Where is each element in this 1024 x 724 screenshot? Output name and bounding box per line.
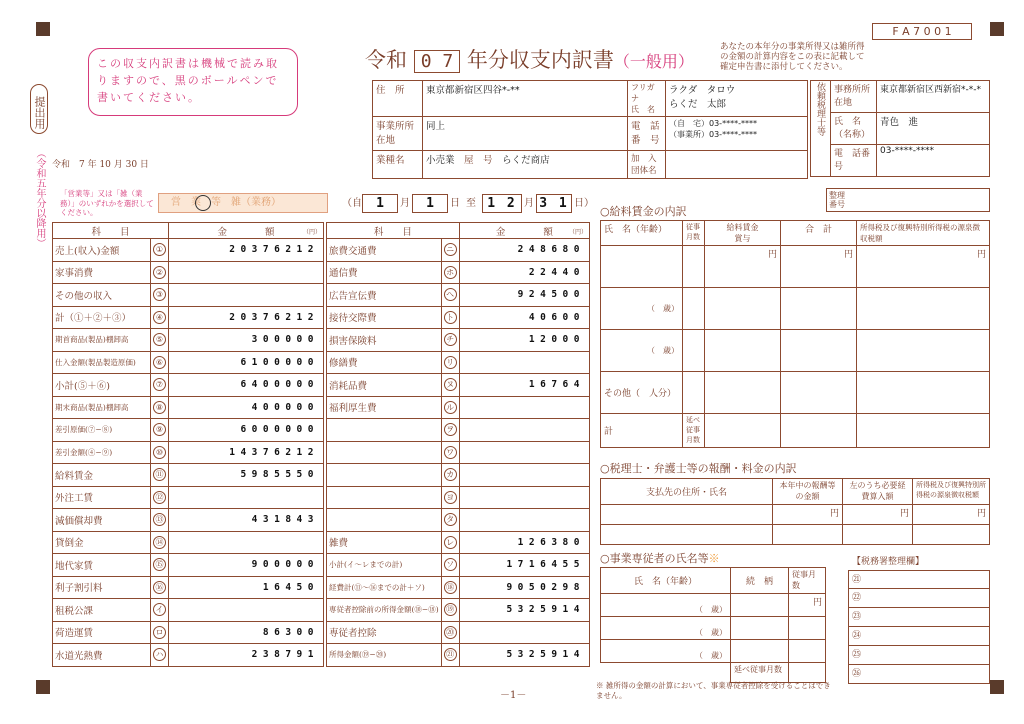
row-label: 期末商品(製品)棚卸高: [53, 396, 151, 419]
corner-mark: [990, 22, 1004, 36]
row-number: ⑤: [153, 333, 166, 346]
amount-field[interactable]: 238791: [169, 644, 324, 667]
zeimusho-grid: [848, 570, 990, 684]
business-type-select[interactable]: 営 業 等 雑（業務）: [158, 193, 328, 213]
table-row: [53, 509, 324, 532]
row-label: 小計(イ〜レまでの計): [327, 554, 442, 577]
amount-field[interactable]: [459, 396, 589, 419]
row-label: 水道光熱費: [53, 644, 151, 667]
senju-note: ※ 雑所得の金額の計算において、事業専従者控除を受けることはできません。: [596, 681, 831, 700]
row-number: ⑯: [153, 581, 166, 594]
row-number: ホ: [444, 266, 457, 279]
row-label: 荷造運賃: [53, 621, 151, 644]
amount-field[interactable]: 126380: [459, 531, 589, 554]
row-label: 利子割引料: [53, 576, 151, 599]
amount-field[interactable]: 900000: [169, 554, 324, 577]
table-row: [327, 464, 590, 487]
row-label: 地代家賃: [53, 554, 151, 577]
table-row: [53, 374, 324, 397]
table-row: [53, 261, 324, 284]
amount-field[interactable]: [459, 509, 589, 532]
row-label: 経費計(⑪〜⑯までの計＋ソ): [327, 576, 442, 599]
row-number: ①: [153, 243, 166, 256]
amount-field[interactable]: 431843: [169, 509, 324, 532]
income-expense-table-mid: 科 目 金 額 （円） 旅費交通費 ニ 248680 通信費 ホ 22440 広告宣伝費 ヘ 924500 接待交際費 ト 40600 損害保険料 チ 12000 修繕費 リ 消耗品費 ヌ 16764 福利厚生費 ル ヲ ワ カ ヨ タ 雑費 レ 126380 小計(イ〜レまでの計) ソ 1716455 経費計(⑪〜⑯までの計＋ソ) ⑱ 9050298 専従者控除前の所得金額(⑩−⑱) ⑲ 5325914 専従者控除 ⑳ 所得金額(⑲−⑳) ㉑ 5325914: [326, 222, 590, 667]
row-number: ヲ: [444, 423, 457, 436]
row-number: カ: [444, 468, 457, 481]
table-row: [53, 441, 324, 464]
senju-title: ○事業専従者の氏名等※: [600, 552, 720, 565]
row-label: 消耗品費: [327, 374, 442, 397]
row-label: 給料賃金: [53, 464, 151, 487]
row-number: イ: [153, 603, 166, 616]
table-row: [327, 419, 590, 442]
row-number: ハ: [153, 648, 166, 661]
row-label: その他の収入: [53, 284, 151, 307]
table-row: [327, 374, 590, 397]
row-label: 期首商品(製品)棚卸高: [53, 329, 151, 352]
row-label: 接待交際費: [327, 306, 442, 329]
table-row: [53, 621, 324, 644]
period: （自: [342, 198, 362, 209]
table-row: [327, 396, 590, 419]
attach-note: あなたの本年分の事業所得又は雑所得の金額の計算内容をこの表に記載して確定申告書に添付してください。: [720, 42, 865, 72]
pen-notice: この収支内訳書は機械で読み取りますので、黒のボールペンで書いてください。: [88, 48, 298, 116]
row-number: ⑧: [153, 401, 166, 414]
row-label: 通信費: [327, 261, 442, 284]
row-label: 家事消費: [53, 261, 151, 284]
row-label: [327, 486, 442, 509]
amount-field[interactable]: 6400000: [169, 374, 324, 397]
zeimusho-row: ㉑: [848, 570, 990, 589]
table-row: [327, 531, 590, 554]
houshu-title: ○税理士・弁護士等の報酬・料金の内訳: [600, 462, 797, 475]
amount-field[interactable]: [169, 531, 324, 554]
table-row: [327, 261, 590, 284]
row-label: 小計(⑤＋⑥): [53, 374, 151, 397]
table-row: [327, 644, 590, 667]
office-value[interactable]: 同上: [423, 117, 628, 151]
row-label: [327, 464, 442, 487]
row-number: ヘ: [444, 288, 457, 301]
table-row: [327, 621, 590, 644]
amount-field[interactable]: 16450: [169, 576, 324, 599]
corner-mark: [36, 22, 50, 36]
table-row: [53, 419, 324, 442]
row-number: ヨ: [444, 491, 457, 504]
amount-field[interactable]: [169, 599, 324, 622]
amount-field[interactable]: 924500: [459, 284, 589, 307]
row-number: ロ: [153, 626, 166, 639]
row-label: 広告宣伝費: [327, 284, 442, 307]
amount-field[interactable]: 5325914: [459, 644, 589, 667]
zeimusho-row: ㉓: [848, 608, 990, 627]
row-number: ソ: [444, 558, 457, 571]
row-number: ヌ: [444, 378, 457, 391]
row-number: ⑳: [444, 626, 457, 639]
kyuyo-title: ○給料賃金の内訳: [600, 205, 687, 218]
to-day[interactable]: 3 1: [536, 194, 572, 213]
row-label: [327, 441, 442, 464]
select-note: 「営業等」又は「雑（業務）」のいずれかを選択してください。: [60, 189, 154, 217]
table-row: [53, 576, 324, 599]
amount-field[interactable]: 5325914: [459, 599, 589, 622]
amount-field[interactable]: 86300: [169, 621, 324, 644]
table-row: [327, 239, 590, 262]
row-number: リ: [444, 356, 457, 369]
row-number: ⑮: [153, 558, 166, 571]
amount-field[interactable]: [459, 441, 589, 464]
row-number: ⑪: [153, 468, 166, 481]
row-label: 差引原価(⑦−⑧): [53, 419, 151, 442]
amount-field[interactable]: 248680: [459, 239, 589, 262]
row-number: ⑬: [153, 513, 166, 526]
amount-field[interactable]: [169, 486, 324, 509]
amount-field[interactable]: 16764: [459, 374, 589, 397]
table-row: [53, 644, 324, 667]
address-value[interactable]: 東京都新宿区四谷*-**: [423, 81, 628, 117]
row-number: ⑱: [444, 581, 457, 594]
table-row: [53, 284, 324, 307]
row-label: 計（①＋②＋③）: [53, 306, 151, 329]
row-label: 外注工賃: [53, 486, 151, 509]
row-number: ト: [444, 311, 457, 324]
amount-field[interactable]: 300000: [169, 329, 324, 352]
amount-field[interactable]: 12000: [459, 329, 589, 352]
amount-field[interactable]: 1716455: [459, 554, 589, 577]
row-label: 売上(収入)金額: [53, 239, 151, 262]
amount-field[interactable]: [459, 464, 589, 487]
table-row: [327, 509, 590, 532]
zeimusho-row: ㉕: [848, 646, 990, 665]
row-number: ③: [153, 288, 166, 301]
amount-field[interactable]: 9050298: [459, 576, 589, 599]
row-number: ニ: [444, 243, 457, 256]
amount-field[interactable]: [169, 261, 324, 284]
row-number: ⑦: [153, 378, 166, 391]
table-row: [53, 554, 324, 577]
industry-value: 小売業 屋 号 らくだ商店: [423, 151, 628, 179]
zeimusho-row: ㉔: [848, 627, 990, 646]
row-number: ⑩: [153, 446, 166, 459]
table-row: [53, 464, 324, 487]
row-number: ④: [153, 311, 166, 324]
row-label: 修繕費: [327, 351, 442, 374]
row-number: ⑫: [153, 491, 166, 504]
table-row: [53, 531, 324, 554]
amount-field[interactable]: [459, 486, 589, 509]
table-row: [53, 486, 324, 509]
amount-field[interactable]: [459, 351, 589, 374]
row-label: 損害保険料: [327, 329, 442, 352]
to-month[interactable]: 1 2: [482, 194, 522, 213]
row-number: ワ: [444, 446, 457, 459]
row-number: ②: [153, 266, 166, 279]
row-number: ㉑: [444, 648, 457, 661]
tax-accountant-info: 依頼税理士等 事務所所在地 東京都新宿区西新宿*-*-* 氏 名（名称） 青色 進 電 話番 号 03-****-****: [810, 80, 990, 177]
table-row: [327, 284, 590, 307]
form-code: F A 7 0 0 1: [872, 23, 972, 40]
table-row: [53, 329, 324, 352]
amount-field[interactable]: 20376212: [169, 239, 324, 262]
income-expense-table-left: 科 目 金 額 （円） 売上(収入)金額 ① 20376212 家事消費 ② その他の収入 ③ 計（①＋②＋③） ④ 20376212 期首商品(製品)棚卸高 ⑤ 300000 仕入金額(製品製造原価) ⑥ 6100000 小計(⑤＋⑥) ⑦ 6400000 期末商品(製品)棚卸高 ⑧ 400000 差引原価(⑦−⑧) ⑨ 6000000 差引金額(④−⑨) ⑩ 14376212 給料賃金 ⑪ 5985550 外注工賃 ⑫ 減価償却費 ⑬ 431843 貸倒金 ⑭ 地代家賃 ⑮ 900000 利子割引料 ⑯ 16450 租税公課 イ 荷造運賃 ロ 86300 水道光熱費 ハ 238791: [52, 222, 324, 667]
row-number: レ: [444, 536, 457, 549]
row-label: 租税公課: [53, 599, 151, 622]
row-number: ⑨: [153, 423, 166, 436]
row-label: 専従者控除前の所得金額(⑩−⑱): [327, 599, 442, 622]
amount-field[interactable]: 40600: [459, 306, 589, 329]
year-box: 0 7: [414, 50, 461, 73]
row-number: ⑲: [444, 603, 457, 616]
table-row: [53, 351, 324, 374]
submit-label: 提出用: [30, 84, 48, 134]
selected-circle: [195, 195, 211, 211]
table-row: [327, 441, 590, 464]
row-label: 旅費交通費: [327, 239, 442, 262]
row-label: 福利厚生費: [327, 396, 442, 419]
table-row: [53, 239, 324, 262]
row-label: [327, 509, 442, 532]
amount-field[interactable]: [459, 419, 589, 442]
row-label: 雑費: [327, 531, 442, 554]
taxpayer-info: 住 所 東京都新宿区四谷*-** フリガナ 氏 名 ラクダ タロウ らくだ 太郎 事業所所在地 同上 電 話番 号 （自 宅）03-****-**** （事業所）03-****-**** 業種名 小売業 屋 号 らくだ商店 加 入団体名: [372, 80, 808, 179]
zeimusho-row: ㉖: [848, 665, 990, 684]
amount-field[interactable]: 6100000: [169, 351, 324, 374]
table-row: [327, 599, 590, 622]
seiri-bango: 整理番号: [826, 188, 990, 212]
zeimusho-title: 【税務署整理欄】: [852, 557, 925, 567]
corner-mark: [36, 680, 50, 694]
row-label: 仕入金額(製品製造原価): [53, 351, 151, 374]
amount-field[interactable]: 6000000: [169, 419, 324, 442]
amount-field[interactable]: [169, 284, 324, 307]
from-month[interactable]: 1: [362, 194, 398, 213]
row-number: ル: [444, 401, 457, 414]
reiwa-label: （令和五年分以降用）: [34, 148, 45, 248]
date: 令和 7 年 10 月 30 日: [52, 160, 149, 170]
kyuyo-table: 氏 名（年齢） 従事月数 給料賃金 賞与 合 計 所得税及び復興特別所得税の源泉徴収税額 円 円 円 （ 歳） （ 歳） その他（ 人分） 計 延べ従事月数: [600, 220, 990, 448]
amount-field[interactable]: 22440: [459, 261, 589, 284]
row-label: 減価償却費: [53, 509, 151, 532]
table-row: [53, 396, 324, 419]
amount-field[interactable]: [459, 621, 589, 644]
zeimusho-row: ㉒: [848, 589, 990, 608]
table-row: [53, 306, 324, 329]
corner-mark: [990, 680, 1004, 694]
row-label: [327, 419, 442, 442]
table-row: [327, 306, 590, 329]
table-row: [327, 351, 590, 374]
row-label: 所得金額(⑲−⑳): [327, 644, 442, 667]
form-title: 令和 0 7 年分収支内訳書（一般用）: [365, 48, 694, 72]
table-row: [327, 576, 590, 599]
row-number: ⑥: [153, 356, 166, 369]
table-row: [327, 329, 590, 352]
page-number: －1－: [500, 690, 527, 701]
from-day[interactable]: 1: [412, 194, 448, 213]
row-number: ⑭: [153, 536, 166, 549]
row-label: 差引金額(④−⑨): [53, 441, 151, 464]
row-number: タ: [444, 513, 457, 526]
amount-field[interactable]: 400000: [169, 396, 324, 419]
senju-table: 氏 名（年齢） 続 柄 従事月数 （ 歳） 円 （ 歳） （ 歳） 延べ従事月数: [600, 567, 826, 683]
row-label: 貸倒金: [53, 531, 151, 554]
table-row: [327, 554, 590, 577]
amount-field[interactable]: 14376212: [169, 441, 324, 464]
amount-field[interactable]: 5985550: [169, 464, 324, 487]
table-row: [327, 486, 590, 509]
houshu-table: 支払先の住所・氏名 本年中の報酬等の金額 左のうち必要経費算入額 所得税及び復興特別所得税の源泉徴収税額 円 円 円: [600, 478, 990, 545]
row-label: 専従者控除: [327, 621, 442, 644]
row-number: チ: [444, 333, 457, 346]
table-row: [53, 599, 324, 622]
amount-field[interactable]: 20376212: [169, 306, 324, 329]
